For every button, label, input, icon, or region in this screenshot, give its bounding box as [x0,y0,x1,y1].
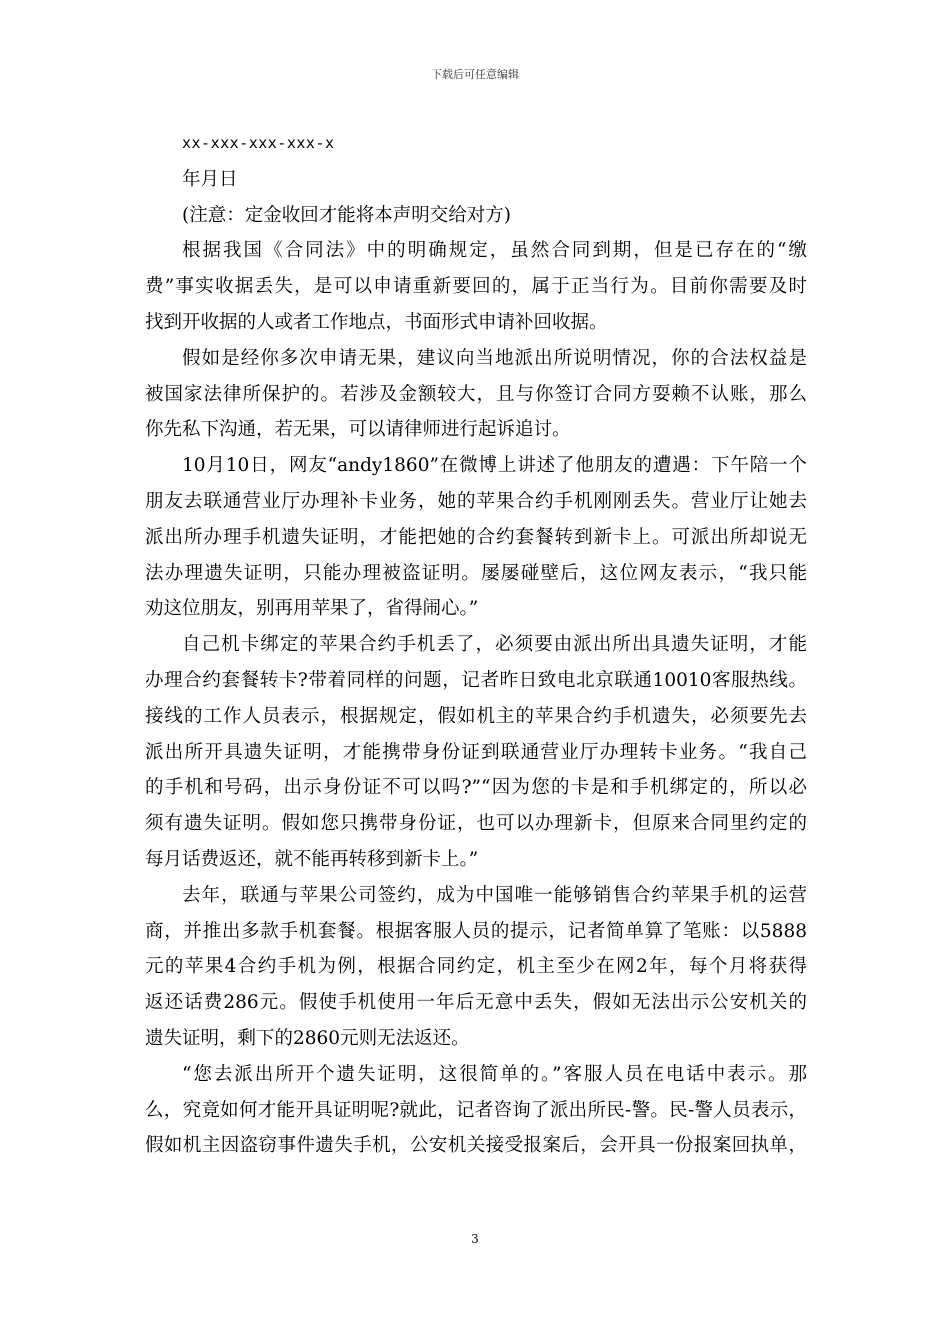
text-line: (注意：定金收回才能将本声明交给对方) [182,204,511,226]
text-line: 商，并推出多款手机套餐。根据客服人员的提示，记者简单算了笔账：以5888 [145,920,807,942]
text-line: 你先私下沟通，若无果，可以请律师进行起诉追讨。 [145,419,571,441]
text-line: 派出所开具遗失证明，才能携带身份证到联通营业厅办理转卡业务。“我自己 [145,741,807,763]
text-line: 元的苹果4合约手机为例，根据合同约定，机主至少在网2年，每个月将获得 [145,956,807,978]
text-line: 么，究竟如何才能开具证明呢?就此，记者咨询了派出所民-警。民-警人员表示， [145,1099,807,1121]
text-line: 假如是经你多次申请无果，建议向当地派出所说明情况，你的合法权益是 [182,347,807,369]
text-line: 接线的工作人员表示，根据规定，假如机主的苹果合约手机遗失，必须要先去 [145,705,807,727]
text-line: 法办理遗失证明，只能办理被盗证明。屡屡碰壁后，这位网友表示，“我只能 [145,562,807,584]
text-line: 的手机和号码，出示身份证不可以吗?”“因为您的卡是和手机绑定的，所以必 [145,777,807,799]
text-line: 派出所办理手机遗失证明，才能把她的合约套餐转到新卡上。可派出所却说无 [145,526,807,548]
text-line: 劝这位朋友，别再用苹果了，省得闹心。” [145,598,479,620]
page-number: 3 [471,1232,479,1246]
page-header: 下载后可任意编辑 [431,68,519,81]
text-line: “您去派出所开个遗失证明，这很简单的。”客服人员在电话中表示。那 [182,1063,807,1085]
text-line: 被国家法律所保护的。若涉及金额较大，且与你签订合同方耍赖不认账，那么 [145,383,807,405]
text-line: 朋友去联通营业厅办理补卡业务，她的苹果合约手机刚刚丢失。营业厅让她去 [145,490,807,512]
text-line: 费”事实收据丢失，是可以申请重新要回的，属于正当行为。目前你需要及时 [145,276,807,298]
text-line: 10月10日，网友“andy1860”在微博上讲述了他朋友的遭遇：下午陪一个 [182,455,807,477]
text-line: 办理合约套餐转卡?带着同样的问题，记者昨日致电北京联通10010客服热线。 [145,669,807,691]
text-line: 去年，联通与苹果公司签约，成为中国唯一能够销售合约苹果手机的运营 [182,884,807,906]
text-line: 找到开收据的人或者工作地点，书面形式申请补回收据。 [145,311,608,333]
text-line: 遗失证明，剩下的2860元则无法返还。 [145,1027,470,1049]
text-line: xx-xxx-xxx-xxx-x [182,134,335,152]
text-line: 须有遗失证明。假如您只携带身份证，也可以办理新卡，但原来合同里约定的 [145,813,807,835]
text-line: 根据我国《合同法》中的明确规定，虽然合同到期，但是已存在的“缴 [182,240,807,262]
document-body [145,126,807,1164]
text-line: 自己机卡绑定的苹果合约手机丢了，必须要由派出所出具遗失证明，才能 [182,634,807,656]
text-line: 返还话费286元。假使手机使用一年后无意中丢失，假如无法出示公安机关的 [145,992,807,1014]
text-line: 年月日 [182,168,238,190]
text-line: 每月话费返还，就不能再转移到新卡上。” [145,848,479,870]
text-line: 假如机主因盗窃事件遗失手机，公安机关接受报案后，会开具一份报案回执单， [145,1135,807,1157]
